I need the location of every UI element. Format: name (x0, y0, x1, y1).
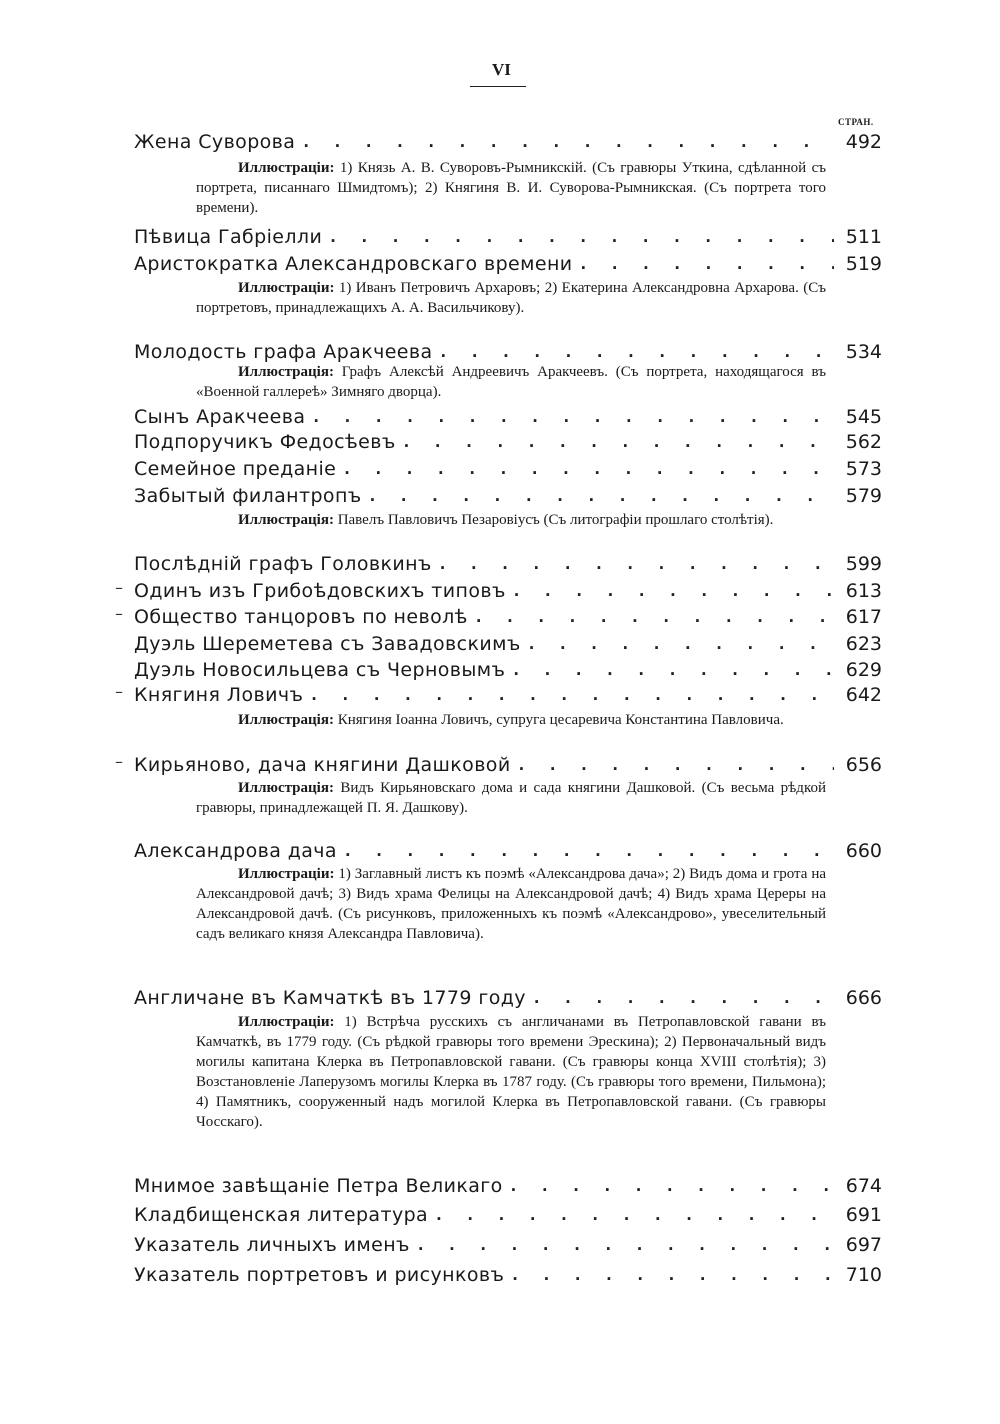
dot-leader (434, 1203, 834, 1227)
dot-leader (328, 225, 834, 249)
toc-entry[interactable] (134, 656, 882, 682)
illustration-note (196, 362, 826, 402)
entry-title: Послѣдній графъ Головкинъ (134, 553, 432, 575)
entry-page: 691 (845, 1204, 882, 1226)
toc-entry[interactable] (134, 681, 882, 707)
entry-title: Сынъ Аракчеева (134, 406, 306, 428)
toc-entry[interactable] (134, 428, 882, 454)
entry-page: 492 (845, 131, 882, 153)
dot-leader (368, 484, 834, 508)
margin-mark: – (115, 578, 123, 597)
illustration-note (196, 510, 826, 530)
illustration-label: Иллюстраціи: (238, 160, 335, 176)
toc-entry[interactable] (134, 550, 882, 576)
illustration-label: Иллюстрація: (238, 780, 334, 796)
entry-page: 613 (845, 580, 882, 602)
illustration-note (196, 710, 826, 730)
margin-mark: – (115, 682, 123, 701)
illustration-text: Видъ Кирьяновскаго дома и сада княгини Дашковой. (Съ весьма рѣдкой гравюры, принадлежащей П. Я. Дашкову). (196, 780, 826, 816)
illustration-text: 1) Встрѣча русскихъ съ англичанами въ Петропавловской гавани въ Камчаткѣ, въ 1779 году. (Съ рѣдкой гравюры того времени Эрескина); 2) Первоначальный видъ могилы капитана Клерка въ Петропавловской гавани. (Съ гравюры конца XVIII столѣтія); 3) Возстановленіе Лаперузомъ могилы Клерка въ 1787 году. (Съ гравюры того времени, Пильмона); 4) Памятникъ, сооруженный надъ могилой Клерка въ Петропавловской гавани. (Съ гравюры Чосскаго). (196, 1014, 826, 1130)
toc-entry[interactable] (134, 403, 882, 429)
toc-entry[interactable] (134, 1261, 882, 1287)
dot-leader (532, 986, 834, 1010)
dot-leader (474, 605, 834, 629)
toc-entry[interactable] (134, 1201, 882, 1227)
entry-page: 642 (845, 684, 882, 706)
entry-page: 562 (845, 431, 882, 453)
toc-entry[interactable] (134, 837, 882, 863)
entry-page: 660 (845, 840, 882, 862)
illustration-label: Иллюстраціи: (238, 280, 335, 296)
toc-entry[interactable] (134, 1172, 882, 1198)
entry-page: 617 (845, 606, 882, 628)
entry-title: Кирьяново, дача княгини Дашковой (134, 754, 511, 776)
entry-title: Общество танцоровъ по неволѣ (134, 606, 468, 628)
entry-title: Кладбищенская литература (134, 1204, 429, 1226)
entry-page: 629 (845, 659, 882, 681)
toc-entry[interactable] (134, 128, 882, 154)
toc-entry[interactable] (134, 223, 882, 249)
illustration-note (196, 278, 826, 318)
illustration-note (196, 778, 826, 818)
dot-leader (510, 1263, 834, 1287)
margin-mark: – (115, 752, 123, 771)
dot-leader (438, 552, 834, 576)
entry-title: Забытый филантропъ (134, 485, 362, 507)
entry-page: 623 (845, 633, 882, 655)
toc-entry[interactable] (134, 455, 882, 481)
dot-leader (579, 252, 834, 276)
dot-leader (402, 430, 834, 454)
illustration-label: Иллюстрація: (238, 512, 334, 528)
entry-title: Семейное преданіе (134, 458, 337, 480)
entry-title: Молодость графа Аракчеева (134, 341, 433, 363)
toc-entry[interactable] (134, 577, 882, 603)
illustration-text: Павелъ Павловичъ Пезаровіусъ (Съ литографіи прошлаго столѣтія). (337, 512, 774, 528)
entry-page: 519 (845, 253, 882, 275)
entry-page: 573 (845, 458, 882, 480)
entry-title: Одинъ изъ Грибоѣдовскихъ типовъ (134, 580, 506, 602)
illustration-label: Иллюстраціи: (238, 866, 335, 882)
toc-entry[interactable] (134, 984, 882, 1010)
entry-title: Мнимое завѣщаніе Петра Великаго (134, 1175, 503, 1197)
entry-title: Александрова дача (134, 840, 337, 862)
illustration-label: Иллюстрація: (238, 364, 334, 380)
entry-title: Дуэль Шереметева съ Завадовскимъ (134, 633, 521, 655)
entry-page: 599 (845, 553, 882, 575)
illustration-text: Графъ Алексѣй Андреевичъ Аракчеевъ. (Съ портрета, находящагося въ «Военной галлереѣ» Зимняго дворца). (196, 364, 827, 400)
entry-page: 511 (845, 226, 882, 248)
entry-page: 674 (845, 1175, 882, 1197)
toc-entry[interactable] (134, 630, 882, 656)
entry-page: 656 (845, 754, 882, 776)
entry-title: Дуэль Новосильцева съ Черновымъ (134, 659, 506, 681)
entry-title: Жена Суворова (134, 131, 296, 153)
entry-title: Англичане въ Камчаткѣ въ 1779 году (134, 987, 526, 1009)
dot-leader (511, 658, 834, 682)
illustration-note (196, 158, 826, 218)
entry-page: 534 (845, 341, 882, 363)
entry-title: Аристократка Александровскаго времени (134, 253, 573, 275)
illustration-text: 1) Князь А. В. Суворовъ-Рымникскій. (Съ гравюры Уткина, сдѣланной съ портрета, писаннаго Шмидтомъ); 2) Княгиня В. И. Суворова-Рымникская. (Съ портрета того времени). (196, 160, 826, 216)
entry-page: 579 (845, 485, 882, 507)
entry-page: 697 (845, 1234, 882, 1256)
dot-leader (301, 130, 834, 154)
illustration-note (196, 1012, 826, 1132)
illustration-text: 1) Заглавный листъ къ поэмѣ «Александрова дача»; 2) Видъ дома и грота на Александровой дачѣ; 3) Видъ храма Фелицы на Александровой дачѣ; 4) Видъ храма Цереры на Александровой дачѣ. (Съ рисунковъ, приложенныхъ къ поэмѣ «Александрово», увеселительный садъ великаго князя Александра Павловича). (196, 866, 827, 942)
toc-entry[interactable] (134, 338, 882, 364)
toc-entry[interactable] (134, 603, 882, 629)
illustration-text: 1) Иванъ Петровичъ Архаровъ; 2) Екатерина Александровна Архарова. (Съ портретовъ, принадлежащихъ А. А. Васильчикову). (196, 280, 826, 316)
dot-leader (439, 340, 834, 364)
toc-entry[interactable] (134, 1231, 882, 1257)
illustration-label: Иллюстраціи: (238, 1014, 335, 1030)
entry-title: Пѣвица Габріелли (134, 226, 323, 248)
entry-title: Указатель личныхъ именъ (134, 1234, 410, 1256)
dot-leader (416, 1233, 834, 1257)
entry-page: 545 (845, 406, 882, 428)
dot-leader (517, 753, 834, 777)
dot-leader (311, 405, 834, 429)
margin-mark: – (115, 604, 123, 623)
page-column-label: СТРАН. (838, 117, 874, 127)
dot-leader (309, 683, 834, 707)
toc-entry[interactable] (134, 250, 882, 276)
dot-leader (512, 579, 834, 603)
illustration-text: Княгиня Іоанна Ловичъ, супруга цесаревича Константина Павловича. (337, 712, 784, 728)
illustration-note (196, 864, 826, 944)
dot-leader (343, 839, 834, 863)
dot-leader (527, 632, 834, 656)
illustration-label: Иллюстрація: (238, 712, 334, 728)
toc-entry[interactable] (134, 482, 882, 508)
entry-page: 666 (845, 987, 882, 1009)
page-number: VI (492, 60, 511, 79)
toc-entry[interactable] (134, 751, 882, 777)
dot-leader (509, 1174, 834, 1198)
dot-leader (342, 457, 834, 481)
entry-title: Подпоручикъ Федосѣевъ (134, 431, 396, 453)
entry-page: 710 (845, 1264, 882, 1286)
entry-title: Княгиня Ловичъ (134, 684, 304, 706)
entry-title: Указатель портретовъ и рисунковъ (134, 1264, 505, 1286)
